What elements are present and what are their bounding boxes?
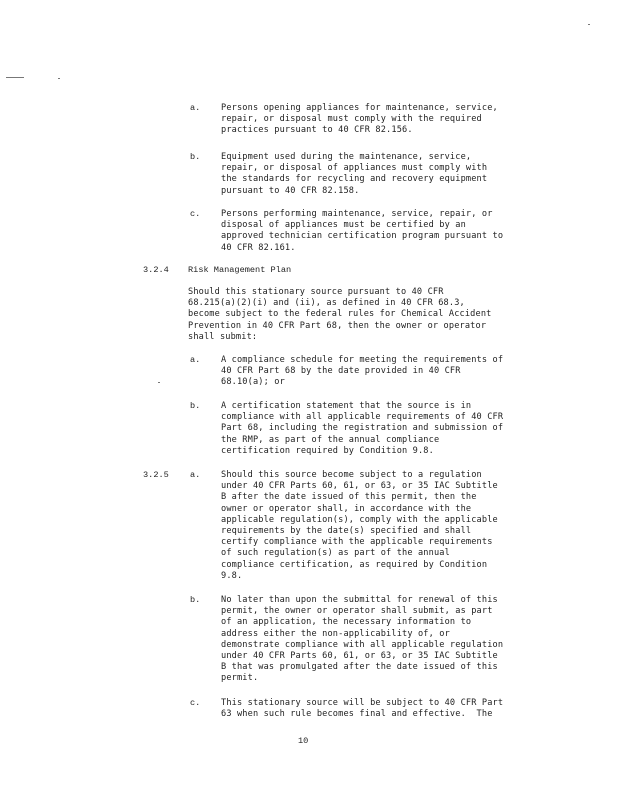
scan-speck — [6, 77, 24, 78]
item-label-325-a: a. — [190, 470, 201, 480]
item-label-325-c: c. — [190, 698, 201, 708]
scan-speck — [588, 24, 590, 25]
item-label-324-b: b. — [190, 401, 201, 411]
item-label-c: c. — [190, 209, 201, 219]
item-text-325-c: This stationary source will be subject to 40 CFR Part 63 when such rule becomes final and effective. The — [221, 698, 504, 720]
section-heading-324: Risk Management Plan — [188, 265, 292, 275]
item-text-324-b: A certification statement that the source is in compliance with all applicable requirements of 40 CFR Part 68, including the registration and submission of the RMP, as part of the annual compliance certification required by Condition 9.8. — [221, 401, 504, 456]
item-text-a: Persons opening appliances for maintenance, service, repair, or disposal must comply with the required practices pursuant to 40 CFR 82.156. — [221, 103, 498, 136]
item-text-325-a: Should this source become subject to a regulation under 40 CFR Parts 60, 61, or 63, or 35 IAC Subtitle B after the date issued of this permit, then the owner or operator shall, in accordance with the applicable regulation(s), comply with the applicable requirements by the date(s) specified and shall certify compliance with the applicable requirements of such regulation(s) as part of the annual compliance certification, as required by Condition 9.8. — [221, 470, 498, 581]
item-label-b: b. — [190, 152, 201, 162]
item-text-b: Equipment used during the maintenance, service, repair, or disposal of appliances must comply with the standards for recycling and recovery equipment pursuant to 40 CFR 82.158. — [221, 152, 488, 196]
page-number: 10 — [298, 736, 309, 746]
section-intro-324: Should this stationary source pursuant to 40 CFR 68.215(a)(2)(i) and (ii), as defined in 40 CFR 68.3, become subject to the federal rules for Chemical Accident Prevention in 40 CFR Part 68, then the owner or operator shall submit: — [188, 287, 492, 342]
item-text-325-b: No later than upon the submittal for renewal of this permit, the owner or operator shall submit, as part of an application, the necessary information to address either the non-applicability of, or demonstrate compliance with all applicable regulation under 40 CFR Parts 60, 61, or 63, or 35 IAC Subtitle B that was promulgated after the date issued of this permit. — [221, 595, 504, 684]
scan-speck — [158, 382, 160, 383]
item-label-a: a. — [190, 103, 201, 113]
item-text-c: Persons performing maintenance, service, repair, or disposal of appliances must be certified by an approved technician certification program pursuant to 40 CFR 82.161. — [221, 209, 504, 253]
item-text-324-a: A compliance schedule for meeting the requirements of 40 CFR Part 68 by the date provided in 40 CFR 68.10(a); or — [221, 355, 504, 388]
scan-speck — [58, 78, 60, 79]
section-number-324: 3.2.4 — [143, 265, 169, 275]
section-number-325: 3.2.5 — [143, 470, 169, 480]
item-label-325-b: b. — [190, 595, 201, 605]
item-label-324-a: a. — [190, 355, 201, 365]
